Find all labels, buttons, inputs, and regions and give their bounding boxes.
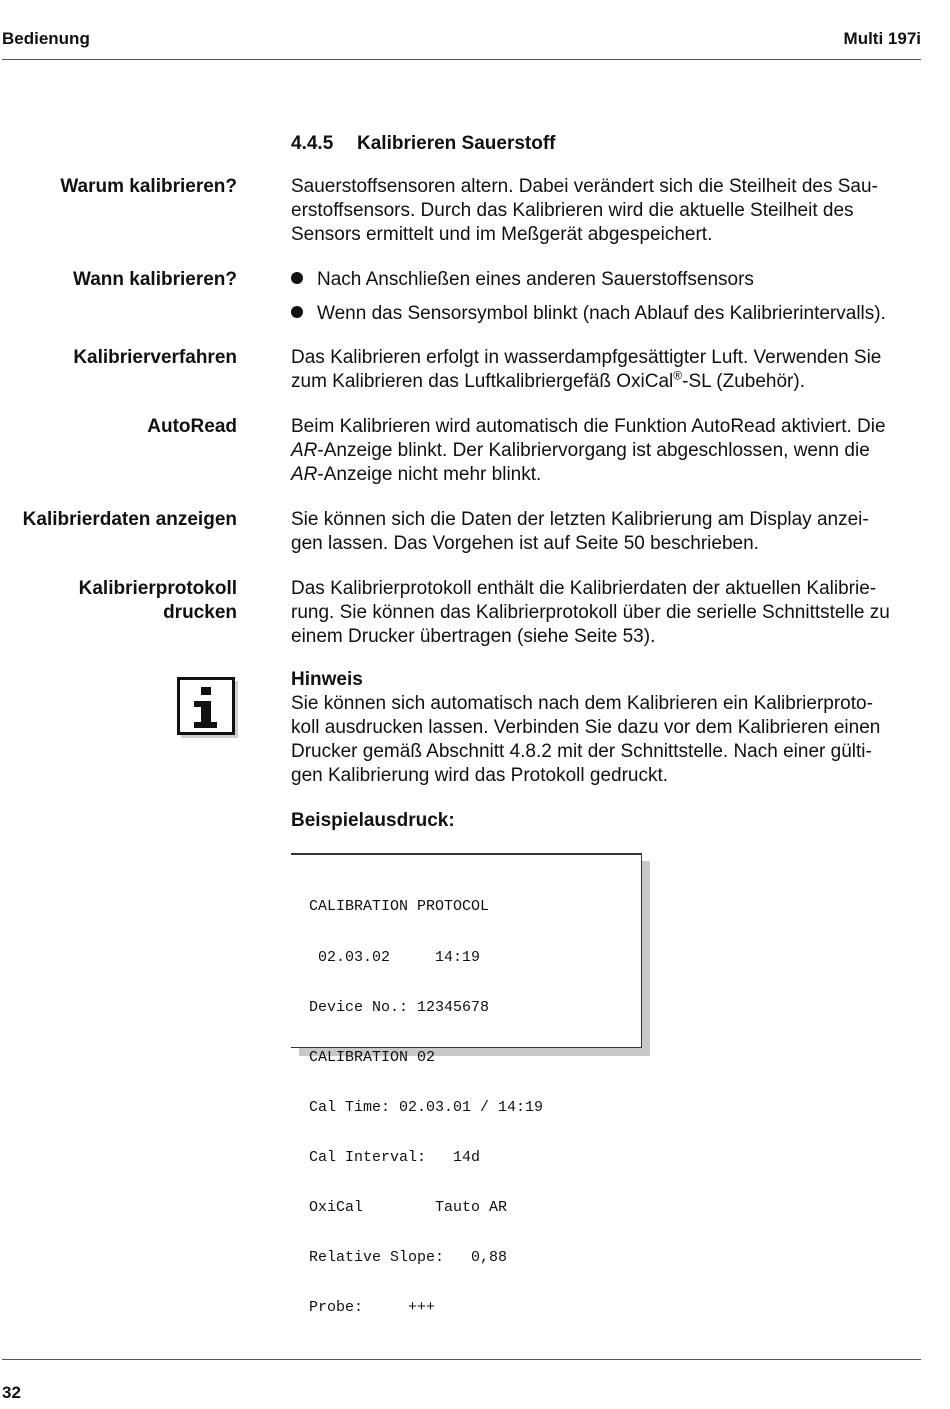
section-title: Kalibrieren Sauerstoff — [357, 133, 556, 154]
text-span: -SL (Zubehör). — [682, 371, 805, 392]
bullet-item — [291, 302, 886, 326]
page-number: 32 — [2, 1383, 21, 1402]
printout-box — [291, 853, 642, 1317]
paragraph-line: Das Kalibrierprotokoll enthält die Kalibrierdaten der aktuellen Kalibrie- — [291, 578, 877, 599]
note-block — [291, 668, 923, 788]
paragraph-line: rung. Sie können das Kalibrierprotokoll über die serielle Schnittstelle zu — [291, 602, 890, 623]
note-line: koll ausdrucken lassen. Verbinden Sie dazu vor dem Kalibrieren einen — [291, 717, 881, 738]
paragraph-show-data — [291, 508, 923, 556]
printout-line: Cal Time: 02.03.01 / 14:19 — [309, 1098, 544, 1116]
info-icon — [177, 677, 238, 738]
note-title: Hinweis — [291, 669, 363, 690]
example-title: Beispielausdruck: — [291, 810, 455, 831]
paragraph-line: Das Kalibrieren erfolgt in wasserdampfgesättigter Luft. Verwenden Sie — [291, 347, 882, 368]
printout-line: Device No.: 12345678 — [309, 998, 490, 1016]
bullet-text: Wenn das Sensorsymbol blinkt (nach Ablauf des Kalibrierintervalls). — [317, 303, 886, 324]
bullet-item — [291, 268, 754, 292]
ar-indicator-text: AR — [291, 464, 318, 485]
registered-mark: ® — [673, 368, 683, 383]
side-label-when: Wann kalibrieren? — [73, 269, 237, 290]
paragraph-line: einem Drucker übertragen (siehe Seite 53). — [291, 626, 656, 647]
side-label-line: Kalibrierprotokoll — [78, 578, 237, 599]
printout-line: CALIBRATION 02 — [309, 1048, 436, 1066]
printout-line: OxiCal Tauto AR — [309, 1199, 508, 1217]
paragraph-line — [291, 370, 923, 394]
bullet-dot-icon — [291, 306, 303, 318]
printout-line: Probe: +++ — [309, 1299, 436, 1317]
section-number: 4.4.5 — [291, 133, 334, 154]
printout-line: CALIBRATION PROTOCOL — [309, 898, 490, 916]
note-line: Drucker gemäß Abschnitt 4.8.2 mit der Schnittstelle. Nach einer gülti- — [291, 741, 872, 762]
paragraph-line: Beim Kalibrieren wird automatisch die Funktion AutoRead aktiviert. Die — [291, 416, 886, 437]
text-span: zum Kalibrieren das Luftkalibriergefäß OxiCal — [291, 371, 674, 392]
side-label-show-data: Kalibrierdaten anzeigen — [22, 509, 237, 530]
paragraph-line: Sensors ermittelt und im Meßgerät abgespeichert. — [291, 224, 713, 245]
header-divider — [2, 59, 921, 60]
paragraph-line — [291, 439, 923, 463]
side-label-why: Warum kalibrieren? — [60, 176, 237, 197]
side-label-autoread: AutoRead — [147, 416, 237, 437]
side-label-line: drucken — [163, 602, 237, 623]
printout-line: 02.03.02 14:19 — [309, 948, 481, 966]
paragraph-protocol — [291, 577, 923, 649]
paragraph-line: gen lassen. Das Vorgehen ist auf Seite 50 beschrieben. — [291, 533, 759, 554]
paragraph-why — [291, 175, 923, 247]
paragraph-line: erstoffsensors. Durch das Kalibrieren wird die aktuelle Steilheit des — [291, 200, 854, 221]
printout-line: Relative Slope: 0,88 — [309, 1249, 508, 1267]
text-span: -Anzeige blinkt. Der Kalibriervorgang ist abgeschlossen, wenn die — [317, 440, 870, 461]
text-span: -Anzeige nicht mehr blinkt. — [317, 464, 542, 485]
paragraph-procedure — [291, 346, 923, 394]
footer-divider — [2, 1359, 921, 1360]
note-line: gen Kalibrierung wird das Protokoll gedruckt. — [291, 765, 669, 786]
header-product-name: Multi 197i — [843, 29, 921, 48]
section-heading — [291, 133, 556, 155]
paragraph-line: Sie können sich die Daten der letzten Kalibrierung am Display anzei- — [291, 509, 869, 530]
paragraph-autoread — [291, 415, 923, 487]
ar-indicator-text: AR — [291, 440, 318, 461]
header-section-title: Bedienung — [2, 29, 90, 48]
bullet-dot-icon — [291, 272, 303, 284]
side-label-protocol — [79, 577, 237, 625]
note-line: Sie können sich automatisch nach dem Kalibrieren ein Kalibrierproto- — [291, 693, 873, 714]
bullet-text: Nach Anschließen eines anderen Sauerstoffsensors — [317, 269, 754, 290]
printout-line: Cal Interval: 14d — [309, 1148, 481, 1166]
side-label-procedure: Kalibrierverfahren — [73, 347, 237, 368]
printout-text — [309, 866, 543, 1350]
paragraph-line: Sauerstoffsensoren altern. Dabei verändert sich die Steilheit des Sau- — [291, 176, 878, 197]
paragraph-line — [291, 463, 923, 487]
